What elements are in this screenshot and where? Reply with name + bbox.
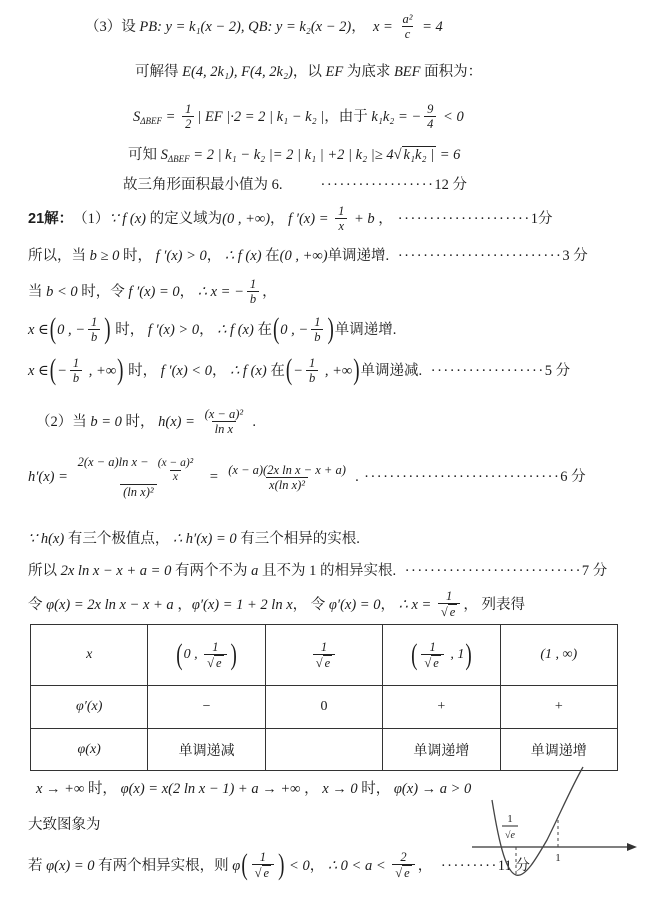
text-segment: 在 — [253, 321, 272, 338]
math-segment: ∴ h′(x) = 0 — [172, 531, 237, 547]
right-paren: ) — [117, 354, 124, 387]
table-row — [31, 686, 618, 729]
math-segment: 0 , — [183, 647, 202, 662]
math-segment: ∴ 0 < a < — [327, 857, 390, 874]
text-segment: ，由于 — [324, 108, 372, 125]
math-segment: , +∞ — [85, 362, 117, 379]
table-cell — [500, 625, 617, 686]
text-segment: 有三个相异的实根. — [236, 531, 360, 547]
text-segment: ，以 — [292, 64, 326, 80]
one-label: 1 — [555, 852, 561, 864]
table-cell — [148, 625, 265, 686]
text-segment: ， — [374, 210, 393, 227]
text-segment: 面积为： — [420, 64, 483, 80]
sqrt-symbol: √ — [315, 656, 323, 670]
score-label: 3 分 — [562, 248, 588, 264]
math-segment: (1 , ∞) — [540, 647, 578, 662]
score-label: 11 分 — [497, 857, 530, 874]
text-segment: ， — [179, 283, 198, 300]
math-segment: f ′(x) > 0 — [147, 321, 200, 338]
sign-value: + — [437, 699, 446, 714]
nested-fraction — [155, 457, 196, 484]
right-paren: ) — [327, 313, 334, 346]
dots-leader: ·························· — [397, 248, 563, 264]
line-21-domain — [28, 204, 552, 234]
table-cell — [383, 625, 500, 686]
text-segment: （1） — [73, 210, 110, 227]
dots-leader: ·················· — [320, 177, 435, 193]
numerator: 1 — [446, 589, 453, 603]
text-segment: 在 — [261, 248, 280, 264]
math-segment: = 2 | k₁ − k₂ |= 2 | k₁ | +2 | k₂ |≥ 4 — [189, 147, 394, 163]
math-segment: b < 0 — [46, 283, 78, 300]
text-segment: ， 列表得 — [463, 596, 525, 613]
table-cell — [31, 625, 148, 686]
text-segment: ， 令 — [292, 596, 329, 613]
sqrt-symbol: √ — [440, 605, 448, 620]
dots-leader: ········· — [440, 857, 498, 874]
fraction — [225, 463, 349, 493]
math-segment: x ∈ — [28, 362, 49, 379]
numerator: 1 — [320, 639, 328, 654]
line-three-extrema — [28, 530, 360, 548]
numerator: 1 — [91, 315, 98, 329]
denominator: b — [88, 329, 100, 344]
math-segment: φ(x) = x(2 ln x − 1) + a → +∞ — [120, 781, 301, 797]
text-segment: 在 — [266, 362, 285, 379]
text-segment: 可知 — [128, 147, 161, 163]
sign-value: − — [202, 699, 211, 714]
text-segment: 为底求 — [343, 64, 394, 80]
denominator: b — [70, 370, 82, 385]
denominator: b — [306, 370, 318, 385]
score-label: 12 分 — [434, 177, 468, 193]
math-segment: f ′(x) = 0 — [128, 283, 180, 300]
text-segment: 且不为 1 的相异实根. — [258, 563, 400, 579]
text-segment: ， — [351, 18, 373, 35]
math-segment: EF — [325, 64, 344, 80]
dots-leader: ····················· — [397, 210, 531, 227]
numerator: 1 — [338, 204, 345, 218]
sqrt-symbol: √ — [207, 656, 214, 670]
line-interval-increase — [28, 315, 396, 345]
numerator: 1 — [72, 356, 80, 370]
table-cell — [31, 729, 148, 771]
dots-leader: ······························· — [364, 469, 561, 486]
denominator: x — [170, 470, 181, 484]
text-segment: ， — [417, 857, 436, 874]
denominator: (ln x)² — [120, 484, 156, 499]
numerator: 1 — [308, 356, 316, 370]
text-segment: 时， — [111, 321, 148, 338]
text-segment: 当 — [28, 283, 47, 300]
right-paren: ) — [230, 638, 237, 672]
math-segment: f ′(x) = — [288, 210, 333, 227]
text-segment: ， — [270, 210, 289, 227]
line-part3-setup — [85, 12, 443, 42]
math-segment: < 0 — [285, 857, 310, 874]
denominator: x — [335, 218, 347, 233]
line-two-roots — [28, 562, 607, 580]
table-row — [31, 625, 618, 686]
text-segment: 时， — [84, 781, 121, 797]
left-paren: ( — [272, 313, 280, 346]
numerator: 1 — [259, 850, 266, 864]
dots-leader: ·················· — [430, 362, 545, 379]
fraction — [311, 315, 323, 345]
sqrt-denominator — [438, 603, 460, 621]
numerator: 2 — [400, 850, 407, 864]
fraction — [70, 356, 82, 386]
radicand: e — [433, 656, 439, 670]
table-cell — [148, 686, 265, 729]
math-segment: = — [162, 108, 180, 125]
phi-sketch-graph — [470, 762, 645, 912]
table-cell — [148, 729, 265, 771]
math-segment: φ(x) = 0 — [46, 857, 95, 874]
radicand: e — [263, 866, 270, 881]
problem-number-label: 21解： — [28, 210, 74, 227]
math-segment: a — [251, 563, 259, 579]
math-segment: < 0 — [439, 108, 464, 125]
math-segment: b ≥ 0 — [89, 248, 120, 264]
text-segment: （3）设 — [85, 18, 140, 35]
text-segment: ， — [300, 781, 323, 797]
text-segment: 单调递增. — [334, 321, 397, 338]
right-paren: ) — [278, 849, 285, 882]
subscript: ΔBEF — [167, 154, 190, 165]
math-segment: . — [351, 469, 360, 486]
text-segment: 时， — [119, 248, 156, 264]
numerator: 1 — [314, 315, 321, 329]
denominator: 2 — [182, 116, 194, 131]
left-paren: ( — [176, 638, 183, 672]
numerator: 1 — [429, 639, 436, 654]
big-fraction — [75, 455, 203, 500]
dots-leader: ···························· — [404, 563, 582, 579]
score-label: 5 分 — [544, 362, 571, 379]
fraction — [252, 850, 274, 882]
text-segment: ， — [262, 283, 277, 300]
math-segment: = 6 — [436, 147, 461, 163]
monotonicity-value: 单调递增 — [530, 743, 587, 759]
math-segment: φ(x) → a > 0 — [393, 781, 472, 797]
table-cell — [31, 686, 148, 729]
min-label-denominator: √e — [505, 830, 515, 841]
text-segment: 的定义域为 — [146, 210, 223, 227]
line-b-ge-0 — [28, 247, 588, 265]
fraction — [313, 640, 335, 671]
math-segment: (0 , +∞) — [279, 248, 328, 264]
math-segment: φ — [232, 857, 241, 874]
numerator: a² — [402, 12, 413, 26]
line-interval-decrease — [28, 356, 570, 386]
score-label: 1分 — [530, 210, 553, 227]
math-segment: φ(x) — [77, 741, 101, 757]
math-segment: x — [86, 647, 93, 662]
line-area-min — [123, 176, 467, 194]
text-segment: ， — [211, 362, 231, 379]
fraction — [421, 640, 443, 671]
math-segment: (0 , +∞) — [222, 210, 271, 227]
math-segment: ∵ h(x) — [28, 531, 65, 547]
math-segment: 2(x − a)ln x − — [77, 455, 152, 469]
math-segment: 0 , − — [280, 321, 309, 338]
text-segment: 时， — [121, 413, 159, 430]
fraction — [424, 102, 436, 132]
fraction — [88, 315, 100, 345]
text-segment: ， — [206, 248, 225, 264]
left-paren: ( — [285, 354, 293, 387]
left-paren: ( — [241, 849, 248, 882]
math-segment: BEF — [393, 64, 421, 80]
math-segment: S — [133, 108, 141, 125]
score-label: 6 分 — [560, 469, 586, 486]
subscript: ΔBEF — [140, 116, 163, 127]
sqrt-denominator — [392, 864, 414, 882]
math-segment: 0 , − — [57, 321, 86, 338]
math-segment: − — [293, 362, 303, 379]
denominator: b — [247, 291, 259, 306]
line-sketch-caption — [28, 816, 101, 834]
sqrt-denominator — [313, 654, 335, 670]
math-segment: S — [160, 147, 168, 163]
math-segment: , 1 — [446, 647, 465, 662]
text-segment: 所以，当 — [28, 248, 90, 264]
numerator — [75, 455, 203, 484]
table-cell — [265, 625, 382, 686]
line-part2-hx — [36, 407, 256, 437]
fraction — [438, 589, 460, 621]
fraction — [392, 850, 414, 882]
sign-value: 0 — [320, 699, 328, 714]
math-segment: x ∈ — [28, 321, 49, 338]
sqrt-symbol: √ — [395, 866, 403, 881]
math-segment: h′(x) = — [28, 469, 72, 486]
math-segment: 2x ln x − x + a = 0 — [60, 563, 172, 579]
text-segment: 时， — [357, 781, 394, 797]
math-segment: ∴ f (x) — [230, 362, 267, 379]
math-segment: φ(x) = 2x ln x − x + a — [46, 596, 174, 613]
line-area-inequality — [128, 146, 460, 164]
line-conclusion — [28, 850, 530, 882]
denominator: 4 — [424, 116, 436, 131]
math-segment: + b — [350, 210, 375, 227]
monotonicity-table — [30, 624, 618, 771]
table-cell — [265, 729, 382, 771]
math-segment: x → +∞ — [36, 781, 85, 797]
fraction — [204, 640, 226, 671]
numerator: 1 — [185, 102, 192, 116]
denominator: b — [311, 329, 323, 344]
min-label-numerator: 1 — [507, 813, 513, 825]
x-axis-arrow-icon — [627, 843, 637, 851]
line-limits — [36, 780, 471, 798]
sign-value: + — [554, 699, 563, 714]
math-segment: E(4, 2k₁), F(4, 2k₂) — [182, 64, 293, 80]
math-segment: = 4 — [418, 18, 443, 35]
math-segment: x = — [372, 18, 397, 35]
math-segment: PB: y = k₁(x − 2), QB: y = k₂(x − 2) — [139, 18, 352, 35]
radicand: e — [215, 656, 222, 670]
math-segment: φ′(x) = 1 + 2 ln x — [191, 596, 293, 613]
denominator: ln x — [212, 421, 236, 436]
denominator: c — [402, 26, 414, 41]
numerator: (x − a)² — [204, 407, 244, 421]
denominator: x(ln x)² — [266, 477, 308, 492]
text-segment: 大致图象为 — [28, 817, 101, 833]
math-segment: . — [249, 413, 257, 430]
sqrt-denominator — [252, 864, 274, 882]
text-segment: 有两个相异实根，则 — [94, 857, 233, 874]
right-paren: ) — [104, 313, 111, 346]
monotonicity-value: 单调递减 — [178, 743, 235, 759]
fraction — [202, 407, 247, 437]
line-solve-ef — [135, 63, 482, 81]
math-segment: h(x) = — [158, 413, 199, 430]
text-segment: 单调递减. — [360, 362, 426, 379]
line-phi-definition — [28, 589, 525, 621]
fraction — [335, 204, 347, 234]
table-cell — [265, 686, 382, 729]
math-segment: ∴ f (x) — [224, 248, 262, 264]
right-paren: ) — [353, 354, 360, 387]
numerator: 9 — [427, 102, 434, 116]
math-segment: ∴ x = — [398, 596, 435, 613]
text-segment: 所以 — [28, 563, 61, 579]
left-paren: ( — [411, 638, 418, 672]
monotonicity-value: 单调递增 — [413, 743, 470, 759]
text-segment: 有两个不为 — [171, 563, 252, 579]
math-segment: f ′(x) > 0 — [155, 248, 207, 264]
text-segment: 有三个极值点， — [64, 531, 173, 547]
fraction — [182, 102, 194, 132]
math-segment: φ′(x) = 0 — [328, 596, 381, 613]
math-segment: ∵ f (x) — [109, 210, 146, 227]
text-segment: 故三角形面积最小值为 6. — [123, 177, 283, 193]
sqrt-expression — [394, 146, 437, 164]
sqrt-denominator — [204, 654, 226, 670]
text-segment: 令 — [28, 596, 47, 613]
text-segment: 单调递增. — [327, 248, 393, 264]
text-segment: ， — [309, 857, 328, 874]
line-area-formula — [133, 102, 464, 132]
numerator: (x − a)² — [157, 457, 194, 469]
score-label: 7 分 — [581, 563, 608, 579]
table-cell — [500, 686, 617, 729]
math-segment: φ′(x) — [76, 699, 103, 714]
text-segment: ， — [173, 596, 192, 613]
phi-curve — [492, 767, 583, 875]
left-paren: ( — [49, 313, 57, 346]
sqrt-denominator — [421, 654, 443, 670]
math-segment: k₁k₂ = − — [371, 108, 422, 125]
fraction — [399, 12, 415, 42]
text-segment: ， — [199, 321, 218, 338]
fraction — [247, 277, 259, 307]
math-segment: b = 0 — [90, 413, 122, 430]
math-segment: x → 0 — [322, 781, 358, 797]
numerator: 1 — [212, 639, 219, 654]
fraction — [306, 356, 318, 386]
numerator: 1 — [249, 277, 257, 291]
sqrt-symbol: √ — [424, 656, 432, 670]
text-segment: 时， — [124, 362, 161, 379]
line-h-derivative — [28, 455, 586, 500]
radicand: e — [324, 656, 331, 670]
math-segment: | EF |·2 = 2 | k₁ − k₂ | — [197, 108, 325, 125]
sqrt-symbol: √ — [254, 866, 262, 881]
left-paren: ( — [49, 354, 57, 387]
text-segment: （2）当 — [36, 413, 91, 430]
math-segment: − — [57, 362, 67, 379]
math-segment: = — [205, 469, 223, 486]
text-segment: 时，令 — [77, 283, 129, 300]
radicand: e — [404, 866, 410, 881]
text-segment: ， — [380, 596, 399, 613]
text-segment: 可解得 — [135, 64, 183, 80]
radicand: e — [449, 605, 456, 620]
radicand: k₁k₂ | — [403, 147, 435, 163]
math-segment: ∴ f (x) — [217, 321, 254, 338]
numerator: (x − a)(2x ln x − x + a) — [228, 462, 346, 477]
sqrt-symbol: √ — [393, 147, 402, 163]
right-paren: ) — [465, 638, 472, 672]
math-segment: f ′(x) < 0 — [160, 362, 212, 379]
math-segment: , +∞ — [321, 362, 353, 379]
math-segment: ∴ x = − — [197, 283, 244, 300]
table-cell — [383, 686, 500, 729]
text-segment: 若 — [28, 857, 47, 874]
line-b-lt-0 — [28, 277, 277, 307]
